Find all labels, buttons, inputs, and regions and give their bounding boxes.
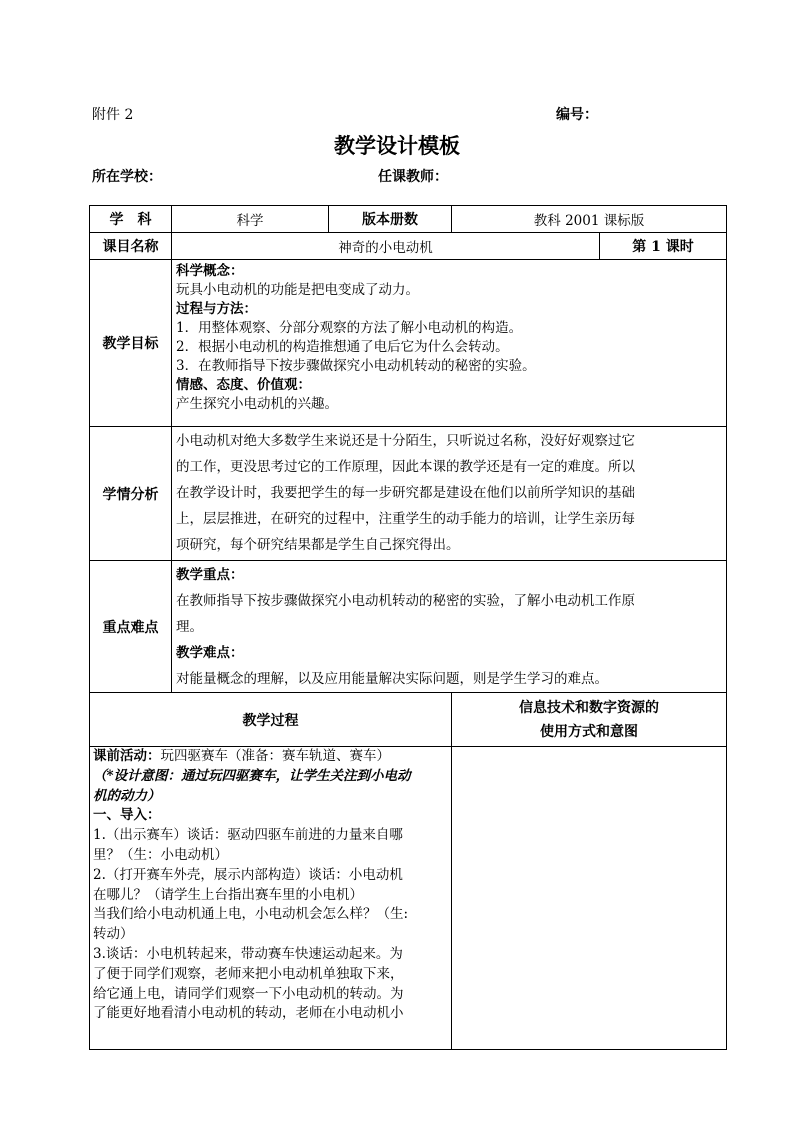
- goals-line: 过程与方法：: [176, 301, 257, 317]
- goals-line: 情感、态度、价值观：: [176, 377, 311, 393]
- process-line: 了便于同学们观察，老师来把小电动机单独取下来，: [93, 965, 404, 982]
- process-line: 里？（生：小电动机）: [93, 846, 228, 863]
- goals-line: 产生探究小电动机的兴趣。: [176, 396, 338, 412]
- subject-value: 科学: [172, 206, 329, 233]
- resources-header-line: 使用方式和意图: [540, 723, 638, 740]
- keypoints-line: 在教师指导下按步骤做探究小电动机转动的秘密的实验，了解小电动机工作原: [176, 593, 635, 609]
- goals-label: 教学目标: [90, 260, 172, 427]
- process-content: [90, 747, 452, 1050]
- analysis-label: 学情分析: [90, 427, 172, 561]
- pre-activity-text: 玩四驱赛车（准备：赛车轨道、赛车）: [160, 748, 390, 764]
- analysis-line: 在教学设计时，我要把学生的每一步研究都是建设在他们以前所学知识的基础: [176, 485, 635, 501]
- intro-heading: 一、导入：: [93, 807, 161, 824]
- keypoints-line: 教学重点：: [176, 567, 244, 583]
- goals-line: 3．在教师指导下按步骤做探究小电动机转动的秘密的实验。: [176, 358, 536, 374]
- keypoints-content: [172, 561, 727, 693]
- analysis-line: 的工作，更没思考过它的工作原理，因此本课的教学还是有一定的难度。所以: [176, 459, 635, 475]
- process-line: 当我们给小电动机通上电，小电动机会怎么样？（生:: [93, 906, 409, 923]
- keypoints-label: 重点难点: [90, 561, 172, 693]
- process-line: 2.（打开赛车外壳，展示内部构造）谈话：小电动机: [93, 866, 403, 883]
- process-line: 转动）: [93, 926, 134, 943]
- edition-value: 教科 2001 课标版: [452, 206, 727, 233]
- serial-number-label: 编号：: [556, 107, 598, 123]
- goals-line: 2．根据小电动机的构造推想通了电后它为什么会转动。: [176, 339, 509, 355]
- pre-activity-label: 课前活动：: [93, 748, 161, 764]
- process-header: 教学过程: [90, 693, 452, 747]
- design-intent-line: 机的动力）: [93, 787, 161, 804]
- process-line: 1.（出示赛车）谈话：驱动四驱车前进的力量来自哪: [93, 827, 403, 844]
- process-line: 了能更好地看清小电动机的转动，老师在小电动机小: [93, 1005, 404, 1022]
- keypoints-line: 教学难点：: [176, 645, 244, 661]
- subject-label: 学 科: [90, 206, 172, 233]
- goals-line: 玩具小电动机的功能是把电变成了动力。: [176, 282, 419, 298]
- analysis-line: 项研究，每个研究结果都是学生自己探究得出。: [176, 537, 460, 553]
- lesson-plan-table: [89, 205, 727, 1050]
- topic-label: 课目名称: [90, 233, 172, 260]
- analysis-line: 上，层层推进，在研究的过程中，注重学生的动手能力的培训，让学生亲历每: [176, 511, 635, 527]
- goals-line: 科学概念：: [176, 263, 244, 279]
- design-intent-line: （*设计意图：通过玩四驱赛车，让学生关注到小电动: [93, 767, 411, 784]
- page-title: 教学设计模板: [334, 133, 460, 158]
- edition-label: 版本册数: [329, 206, 452, 233]
- process-line: 给它通上电，请同学们观察一下小电动机的转动。为: [93, 985, 404, 1002]
- goals-line: 1．用整体观察、分部分观察的方法了解小电动机的构造。: [176, 320, 523, 336]
- resources-header-line: 信息技术和数字资源的: [519, 699, 659, 716]
- analysis-content: [172, 427, 727, 561]
- resources-header: [452, 693, 727, 747]
- keypoints-line: 理。: [176, 619, 203, 635]
- process-line: 在哪儿？（请学生上台指出赛车里的小电机）: [93, 886, 363, 903]
- attachment-label: 附件 2: [92, 107, 134, 123]
- resources-content: [452, 747, 727, 1050]
- period-label: 第 1 课时: [600, 233, 727, 260]
- process-line: 3.谈话：小电机转起来，带动赛车快速运动起来。为: [93, 945, 403, 962]
- analysis-line: 小电动机对绝大多数学生来说还是十分陌生，只听说过名称，没好好观察过它: [176, 433, 635, 449]
- topic-value: 神奇的小电动机: [172, 233, 600, 260]
- keypoints-line: 对能量概念的理解，以及应用能量解决实际问题，则是学生学习的难点。: [176, 671, 608, 687]
- teacher-label: 任课教师：: [378, 169, 448, 185]
- goals-content: [172, 260, 727, 427]
- school-label: 所在学校：: [92, 169, 162, 185]
